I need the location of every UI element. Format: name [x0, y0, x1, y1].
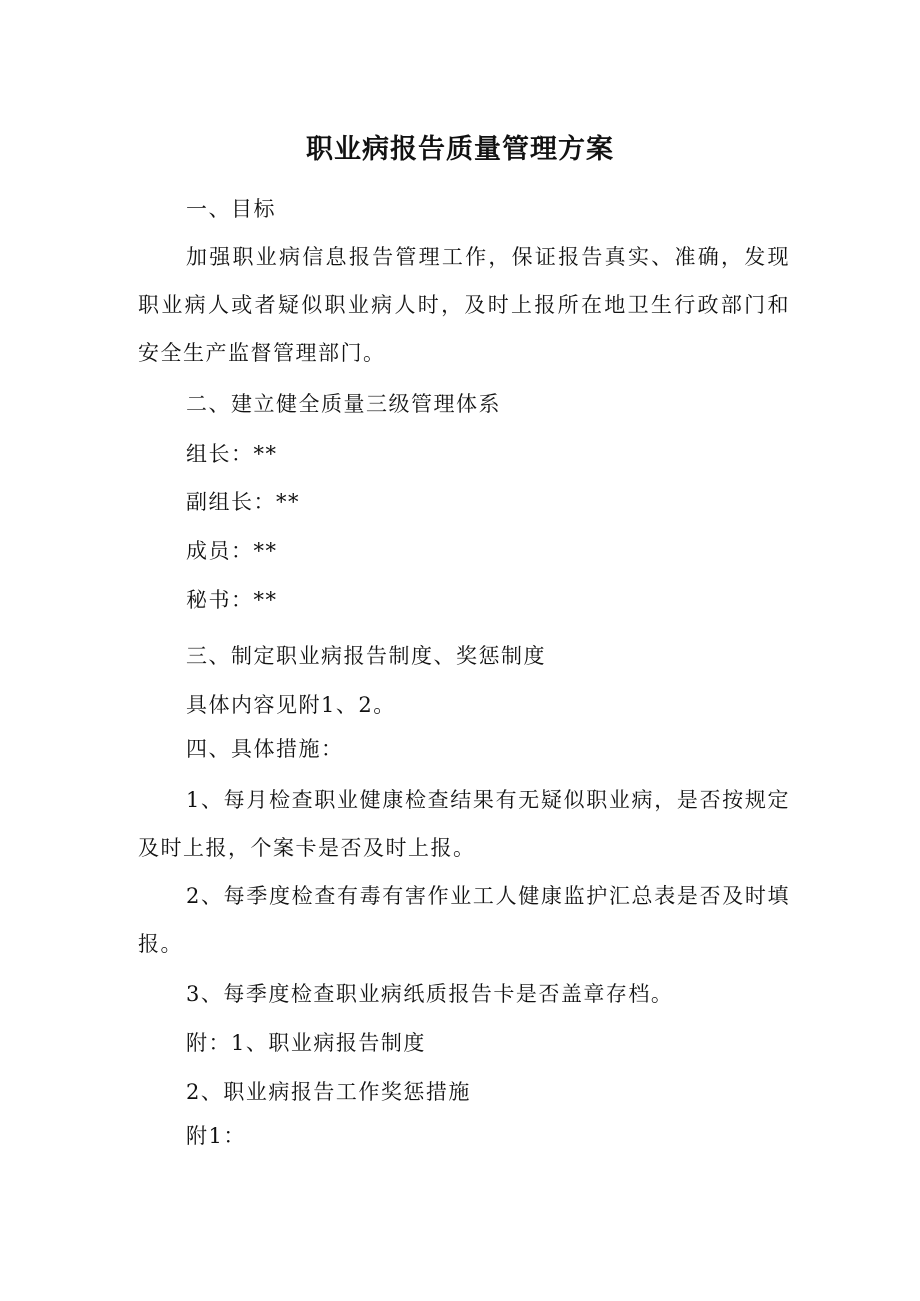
measure-item-1: 1、每月检查职业健康检查结果有无疑似职业病，是否按规定及时上报，个案卡是否及时上报。: [138, 788, 790, 860]
deputy-leader-line: 副组长：**: [186, 490, 300, 514]
measure-item-3: 3、每季度检查职业病纸质报告卡是否盖章存档。: [186, 982, 674, 1006]
section-heading-rules: 三、制定职业病报告制度、奖惩制度: [186, 644, 546, 668]
section-heading-goal: 一、目标: [186, 197, 276, 221]
attachment-line-1: 附：1、职业病报告制度: [186, 1031, 426, 1055]
section-heading-system: 二、建立健全质量三级管理体系: [186, 392, 501, 416]
document-title: 职业病报告质量管理方案: [306, 134, 614, 165]
members-line: 成员：**: [186, 539, 278, 563]
attachment-line-2: 2、职业病报告工作奖惩措施: [186, 1080, 471, 1104]
goal-paragraph: 加强职业病信息报告管理工作，保证报告真实、准确，发现职业病人或者疑似职业病人时，及时上报所在地卫生行政部门和安全生产监督管理部门。: [138, 245, 790, 365]
measure-item-2: 2、每季度检查有毒有害作业工人健康监护汇总表是否及时填报。: [138, 884, 790, 956]
attachment-1-heading: 附1：: [186, 1124, 246, 1148]
section-heading-measures: 四、具体措施：: [186, 737, 344, 761]
team-leader-line: 组长：**: [186, 442, 278, 466]
rules-detail-line: 具体内容见附1、2。: [186, 693, 396, 717]
secretary-line: 秘书：**: [186, 588, 278, 612]
